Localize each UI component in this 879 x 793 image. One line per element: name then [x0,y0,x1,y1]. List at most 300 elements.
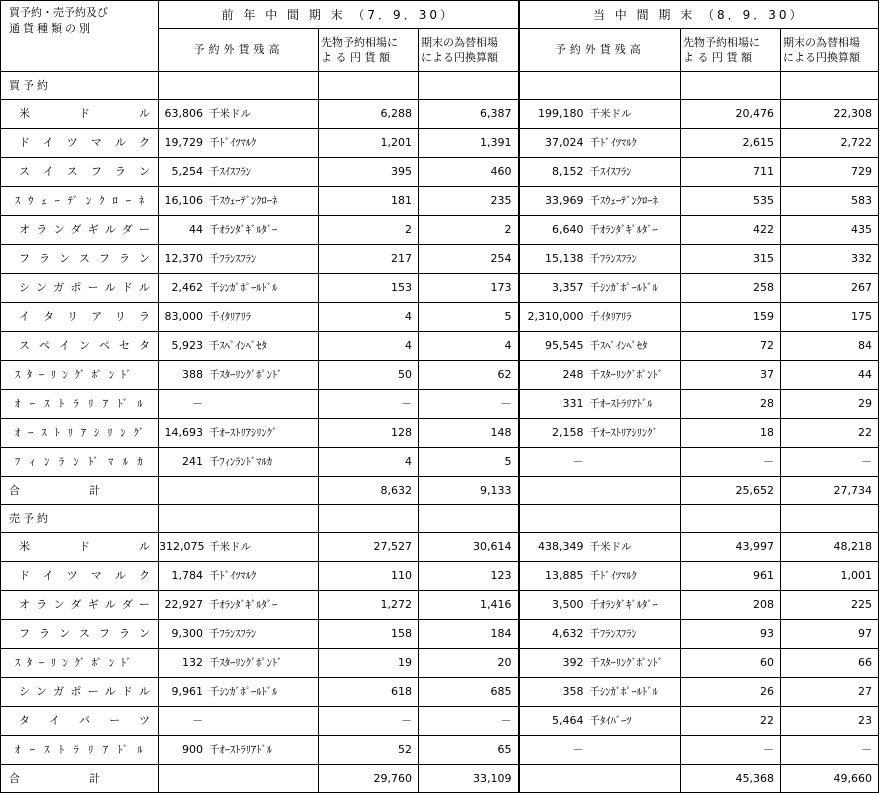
curr-balance-header: 予約外貨残高 [519,29,681,72]
prev-period-header: 前 年 中 間 期 末 （7．9．30） [159,1,519,29]
table-row [1,187,879,216]
curr-period-end-header [781,29,879,72]
prev-balance-cell [159,361,319,390]
prev-balance-cell [159,216,319,245]
sell-total-label [1,765,159,793]
prev-balance-cell [159,303,319,332]
prev-balance-amount: 1,784 [171,569,203,582]
prev-forward-header [319,29,419,72]
curr-forward-value: 43,997 [681,533,781,562]
table-row [1,707,879,736]
curr-forward-value: 535 [681,187,781,216]
prev-period-end-value: － [419,707,519,736]
curr-balance-amount: 3,500 [552,598,584,611]
prev-forward-value: － [319,707,419,736]
sell-section-label: 売予約 [1,505,159,533]
prev-balance-unit: 千ｵｰｽﾄﾗﾘｱﾄﾞﾙ [209,744,272,756]
empty-cell [519,765,681,793]
prev-balance-unit: 千ｼﾝｶﾞﾎﾟｰﾙﾄﾞﾙ [209,686,278,698]
curr-balance-amount: 3,357 [552,281,584,294]
prev-balance-cell [159,649,319,678]
curr-balance-cell [519,303,681,332]
prev-forward-value: 181 [319,187,419,216]
curr-balance-unit: 千ｵｰｽﾄﾘｱｼﾘﾝｸﾞ [589,427,658,439]
prev-balance-amount: 22,927 [164,598,203,611]
curr-balance-amount: 95,545 [545,339,584,352]
curr-period-end-value: 29 [781,390,879,419]
curr-forward-value: 26 [681,678,781,707]
curr-balance-unit: 千ｼﾝｶﾞﾎﾟｰﾙﾄﾞﾙ [589,282,658,294]
total-label-char1: 合 [9,483,20,497]
prev-forward-value: 50 [319,361,419,390]
curr-period-end-value: 435 [781,216,879,245]
empty-cell [519,72,681,100]
curr-balance-unit: 千ｽｲｽﾌﾗﾝ [589,166,632,178]
curr-forward-header-l2: よ る 円 貨 額 [683,51,752,64]
currency-name: ﾌｨﾝﾗﾝﾄﾞﾏﾙｶ [1,448,159,477]
curr-forward-value: 28 [681,390,781,419]
prev-balance-amount: 9,300 [171,627,203,640]
prev-period-end-value: 6,387 [419,100,519,129]
prev-balance-cell [159,129,319,158]
table-row [1,649,879,678]
prev-balance-cell [159,245,319,274]
curr-balance-cell [519,332,681,361]
curr-forward-value: 37 [681,361,781,390]
prev-balance-cell [159,736,319,765]
prev-balance-cell [159,448,319,477]
prev-balance-amount: 44 [189,223,203,236]
table-row [1,361,879,390]
curr-balance-unit: 千米ドル [589,541,632,553]
curr-balance-cell [519,187,681,216]
prev-balance-header: 予約外貨残高 [159,29,319,72]
table-row [1,533,879,562]
table-row [1,419,879,448]
curr-period-header: 当 中 間 期 末 （8．9．30） [519,1,879,29]
currency-name: オランダギルダー [1,216,159,245]
prev-period-end-value: 2 [419,216,519,245]
curr-balance-cell [519,736,681,765]
curr-period-end-value: 175 [781,303,879,332]
prev-period-end-value: 1,416 [419,591,519,620]
curr-balance-unit: 千ｵﾗﾝﾀﾞｷﾞﾙﾀﾞｰ [589,599,658,611]
sell-total-row [1,765,879,793]
prev-balance-cell [159,533,319,562]
curr-forward-value: 20,476 [681,100,781,129]
curr-balance-amount: 4,632 [552,627,584,640]
curr-forward-header-l1: 先物予約相場に [683,36,760,49]
curr-balance-cell [519,158,681,187]
empty-cell [419,72,519,100]
prev-period-end-value: 62 [419,361,519,390]
curr-forward-value: 258 [681,274,781,303]
empty-cell [781,72,879,100]
prev-balance-unit: 千米ドル [209,541,251,553]
curr-forward-value: 315 [681,245,781,274]
prev-balance-cell [159,390,319,419]
curr-period-end-value: 1,001 [781,562,879,591]
curr-period-end-value: 267 [781,274,879,303]
prev-period-end-value: 254 [419,245,519,274]
prev-forward-header-l2: よ る 円 貨 額 [321,51,390,64]
prev-balance-amount: 12,370 [164,252,203,265]
currency-name: 米ドル [1,100,159,129]
table-row [1,158,879,187]
table-row [1,303,879,332]
curr-balance-unit: 千ﾄﾞｲﾂﾏﾙｸ [589,137,637,149]
currency-name: ドイツマルク [1,562,159,591]
curr-balance-amount: － [572,743,584,756]
prev-balance-unit: 千ﾄﾞｲﾂﾏﾙｸ [209,137,257,149]
curr-balance-amount: 5,464 [552,714,584,727]
curr-period-end-total: 49,660 [781,765,879,793]
prev-balance-unit: 千ｽﾀｰﾘﾝｸﾞﾎﾟﾝﾄﾞ [209,657,283,669]
curr-balance-cell [519,707,681,736]
curr-period-end-value: 22 [781,419,879,448]
currency-name: スイスフラン [1,158,159,187]
prev-forward-total: 29,760 [319,765,419,793]
currency-name: ｵｰｽﾄﾗﾘｱﾄﾞﾙ [1,736,159,765]
curr-period-end-value: 2,722 [781,129,879,158]
currency-name: フランスフラン [1,245,159,274]
curr-balance-unit: 千米ドル [589,108,632,120]
empty-cell [681,505,781,533]
prev-balance-cell [159,707,319,736]
prev-balance-unit: 千ｽﾀｰﾘﾝｸﾞﾎﾟﾝﾄﾞ [209,369,283,381]
curr-balance-cell [519,678,681,707]
prev-forward-value: 4 [319,448,419,477]
prev-period-end-value: 65 [419,736,519,765]
prev-balance-amount: 132 [182,656,203,669]
table-row [1,736,879,765]
corner-header-line2: 通貨種類の別 [9,22,93,35]
curr-period-end-value: 66 [781,649,879,678]
curr-balance-amount: 392 [562,656,584,669]
empty-cell [319,72,419,100]
empty-cell [159,765,319,793]
prev-period-end-value: 235 [419,187,519,216]
curr-period-end-value: 23 [781,707,879,736]
prev-forward-value: 6,288 [319,100,419,129]
prev-balance-unit: 千ｵﾗﾝﾀﾞｷﾞﾙﾀﾞｰ [209,224,278,236]
prev-forward-value: 4 [319,303,419,332]
curr-balance-amount: 8,152 [552,165,584,178]
curr-balance-unit: 千ｲﾀﾘｱﾘﾗ [589,311,632,323]
prev-forward-value: 19 [319,649,419,678]
prev-forward-value: 1,272 [319,591,419,620]
curr-balance-cell [519,361,681,390]
empty-cell [781,505,879,533]
curr-period-end-value: 332 [781,245,879,274]
curr-balance-cell [519,620,681,649]
prev-balance-cell [159,678,319,707]
prev-balance-cell [159,332,319,361]
curr-balance-unit: 千ｵｰｽﾄﾗﾘｱﾄﾞﾙ [589,398,653,410]
curr-balance-unit: 千ﾄﾞｲﾂﾏﾙｸ [589,570,637,582]
curr-balance-amount: 15,138 [545,252,584,265]
prev-balance-unit: 千ﾌﾗﾝｽﾌﾗﾝ [209,253,257,265]
prev-forward-header-l1: 先物予約相場に [321,36,398,49]
table-row [1,274,879,303]
buy-section-label: 買予約 [1,72,159,100]
prev-period-end-value: 184 [419,620,519,649]
prev-period-end-value: 5 [419,448,519,477]
currency-name: ドイツマルク [1,129,159,158]
corner-header-line1: 買予約・売予約及び [9,6,108,19]
curr-forward-total: 45,368 [681,765,781,793]
curr-balance-amount: 6,640 [552,223,584,236]
prev-balance-unit: 千ｽｲｽﾌﾗﾝ [209,166,251,178]
prev-balance-unit: 千ﾌﾗﾝｽﾌﾗﾝ [209,628,257,640]
table-row [1,216,879,245]
prev-balance-amount: 312,075 [159,540,205,553]
prev-period-end-value: 4 [419,332,519,361]
prev-balance-amount: 2,462 [171,281,203,294]
prev-balance-amount: － [192,714,203,727]
buy-section-row [1,72,879,100]
curr-balance-cell [519,274,681,303]
curr-balance-unit: 千ﾀｲﾊﾞｰﾂ [589,715,632,727]
curr-period-end-value: 225 [781,591,879,620]
prev-period-end-total: 9,133 [419,477,519,505]
prev-balance-amount: 83,000 [164,310,203,323]
curr-balance-unit: 千ﾌﾗﾝｽﾌﾗﾝ [589,628,637,640]
total-label-char2: 計 [89,771,100,785]
prev-balance-cell [159,100,319,129]
curr-balance-unit: 千ｽﾍﾟｲﾝﾍﾟｾﾀ [589,340,648,352]
curr-balance-cell [519,390,681,419]
curr-balance-amount: 33,969 [545,194,584,207]
curr-period-end-value: 84 [781,332,879,361]
currency-name: ｽﾀｰﾘﾝｸﾞﾎﾟﾝﾄﾞ [1,649,159,678]
prev-balance-cell [159,187,319,216]
prev-period-end-value: 20 [419,649,519,678]
curr-forward-value: 711 [681,158,781,187]
buy-total-label [1,477,159,505]
currency-name: シンガポールドル [1,274,159,303]
currency-name: イタリアリラ [1,303,159,332]
curr-period-end-value: － [781,736,879,765]
prev-balance-amount: 14,693 [164,426,203,439]
prev-period-end-value: － [419,390,519,419]
empty-cell [159,477,319,505]
curr-balance-amount: － [572,455,584,468]
prev-balance-unit: 千ｽｳｪｰﾃﾞﾝｸﾛｰﾈ [209,195,278,207]
curr-balance-amount: 199,180 [538,107,584,120]
curr-forward-value: 961 [681,562,781,591]
prev-balance-cell [159,562,319,591]
table-row [1,390,879,419]
prev-balance-unit: 千ｽﾍﾟｲﾝﾍﾟｾﾀ [209,340,267,352]
prev-balance-amount: 19,729 [164,136,203,149]
curr-balance-amount: 248 [562,368,584,381]
prev-forward-value: 128 [319,419,419,448]
prev-balance-amount: 900 [182,743,203,756]
curr-forward-header [681,29,781,72]
currency-name: ｵｰｽﾄﾗﾘｱﾄﾞﾙ [1,390,159,419]
prev-forward-value: 52 [319,736,419,765]
curr-forward-value: 208 [681,591,781,620]
prev-balance-amount: 5,254 [171,165,203,178]
curr-period-end-value: 22,308 [781,100,879,129]
prev-period-end-header [419,29,519,72]
curr-balance-amount: 13,885 [545,569,584,582]
prev-balance-amount: 16,106 [164,194,203,207]
prev-balance-cell [159,419,319,448]
prev-balance-unit: 千ｵﾗﾝﾀﾞｷﾞﾙﾀﾞｰ [209,599,278,611]
prev-period-end-header-l2: による円換算額 [421,51,498,64]
curr-balance-cell [519,448,681,477]
prev-forward-value: 217 [319,245,419,274]
curr-period-end-value: 48,218 [781,533,879,562]
curr-forward-total: 25,652 [681,477,781,505]
table-row [1,620,879,649]
prev-period-end-header-l1: 期末の為替相場 [421,36,498,49]
curr-balance-cell [519,533,681,562]
prev-forward-value: 27,527 [319,533,419,562]
currency-name: タイバーツ [1,707,159,736]
prev-forward-value: 4 [319,332,419,361]
prev-balance-unit: 千米ドル [209,108,251,120]
total-label-char1: 合 [9,771,20,785]
empty-cell [159,505,319,533]
prev-period-end-value: 460 [419,158,519,187]
currency-name: ｽﾀｰﾘﾝｸﾞﾎﾟﾝﾄﾞ [1,361,159,390]
prev-forward-value: － [319,390,419,419]
sell-section-row [1,505,879,533]
curr-forward-value: 422 [681,216,781,245]
table-row [1,129,879,158]
prev-balance-amount: － [192,397,203,410]
curr-period-end-value: 729 [781,158,879,187]
curr-balance-amount: 2,310,000 [527,310,584,323]
curr-forward-value: 18 [681,419,781,448]
prev-period-end-value: 685 [419,678,519,707]
curr-balance-amount: 331 [562,397,584,410]
table-row [1,678,879,707]
table-row [1,100,879,129]
curr-balance-cell [519,245,681,274]
prev-balance-cell [159,620,319,649]
prev-period-end-value: 173 [419,274,519,303]
prev-forward-total: 8,632 [319,477,419,505]
curr-period-end-value: 97 [781,620,879,649]
prev-forward-value: 153 [319,274,419,303]
curr-forward-value: 93 [681,620,781,649]
table-row [1,332,879,361]
prev-balance-cell [159,274,319,303]
curr-balance-amount: 37,024 [545,136,584,149]
currency-name: フランスフラン [1,620,159,649]
currency-name: 米ドル [1,533,159,562]
prev-balance-unit: 千ﾌｨﾝﾗﾝﾄﾞﾏﾙｶ [209,456,272,468]
table-row [1,562,879,591]
curr-balance-cell [519,562,681,591]
prev-period-end-total: 33,109 [419,765,519,793]
curr-period-end-value: 44 [781,361,879,390]
prev-balance-cell [159,158,319,187]
currency-name: ｽｳｪｰﾃﾞﾝｸﾛｰﾈ [1,187,159,216]
curr-forward-value: 72 [681,332,781,361]
prev-forward-value: 158 [319,620,419,649]
prev-period-end-value: 123 [419,562,519,591]
curr-period-end-header-l2: による円換算額 [783,51,860,64]
prev-balance-amount: 388 [182,368,203,381]
curr-balance-cell [519,216,681,245]
empty-cell [681,72,781,100]
curr-balance-cell [519,419,681,448]
curr-balance-unit: 千ﾌﾗﾝｽﾌﾗﾝ [589,253,637,265]
prev-balance-unit: 千ｲﾀﾘｱﾘﾗ [209,311,251,323]
prev-balance-amount: 5,923 [171,339,203,352]
curr-balance-cell [519,649,681,678]
empty-cell [519,477,681,505]
curr-forward-value: 159 [681,303,781,332]
curr-balance-cell [519,591,681,620]
curr-forward-value: 22 [681,707,781,736]
prev-forward-value: 110 [319,562,419,591]
empty-cell [419,505,519,533]
curr-period-end-value: 27 [781,678,879,707]
prev-balance-amount: 241 [182,455,203,468]
curr-period-end-value: － [781,448,879,477]
prev-balance-unit: 千ﾄﾞｲﾂﾏﾙｸ [209,570,257,582]
curr-forward-value: 2,615 [681,129,781,158]
prev-balance-cell [159,591,319,620]
curr-period-end-header-l1: 期末の為替相場 [783,36,860,49]
currency-name: スペインペセタ [1,332,159,361]
prev-period-end-value: 1,391 [419,129,519,158]
curr-balance-unit: 千ｽﾀｰﾘﾝｸﾞﾎﾟﾝﾄﾞ [589,657,663,669]
curr-balance-unit: 千ｽﾀｰﾘﾝｸﾞﾎﾟﾝﾄﾞ [589,369,663,381]
prev-forward-value: 2 [319,216,419,245]
curr-balance-unit: 千ｽｳｪｰﾃﾞﾝｸﾛｰﾈ [589,195,658,207]
curr-balance-amount: 438,349 [538,540,584,553]
curr-balance-cell [519,129,681,158]
currency-name: ｵｰｽﾄﾘｱｼﾘﾝｸﾞ [1,419,159,448]
prev-forward-value: 395 [319,158,419,187]
prev-forward-value: 618 [319,678,419,707]
total-label-char2: 計 [89,483,100,497]
curr-period-end-value: 583 [781,187,879,216]
empty-cell [159,72,319,100]
prev-balance-unit: 千ｵｰｽﾄﾘｱｼﾘﾝｸﾞ [209,427,278,439]
curr-balance-amount: 2,158 [552,426,584,439]
curr-balance-amount: 358 [562,685,584,698]
prev-balance-amount: 63,806 [164,107,203,120]
prev-balance-amount: 9,961 [171,685,203,698]
curr-balance-unit: 千ｵﾗﾝﾀﾞｷﾞﾙﾀﾞｰ [589,224,658,236]
table-row [1,245,879,274]
curr-balance-cell [519,100,681,129]
empty-cell [519,505,681,533]
curr-balance-unit: 千ｼﾝｶﾞﾎﾟｰﾙﾄﾞﾙ [589,686,658,698]
table-row [1,591,879,620]
curr-forward-value: 60 [681,649,781,678]
buy-total-row [1,477,879,505]
prev-period-end-value: 30,614 [419,533,519,562]
prev-period-end-value: 5 [419,303,519,332]
prev-balance-unit: 千ｼﾝｶﾞﾎﾟｰﾙﾄﾞﾙ [209,282,278,294]
empty-cell [319,505,419,533]
curr-forward-value: － [681,736,781,765]
curr-period-end-total: 27,734 [781,477,879,505]
table-row [1,448,879,477]
curr-forward-value: － [681,448,781,477]
currency-name: シンガポールドル [1,678,159,707]
currency-name: オランダギルダー [1,591,159,620]
